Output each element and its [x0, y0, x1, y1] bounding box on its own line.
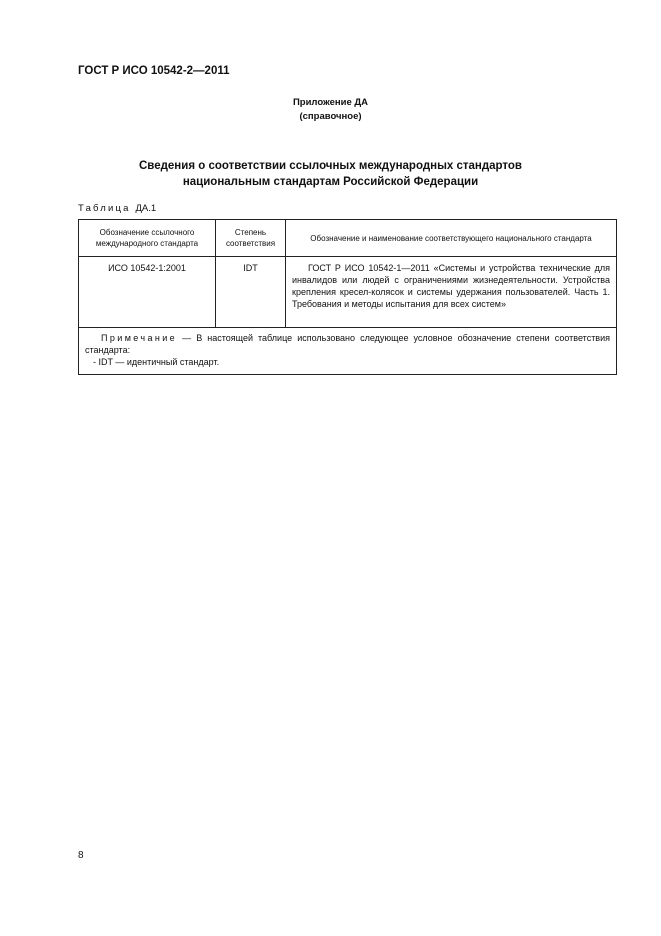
- section-title-line2: национальным стандартам Российской Федерации: [182, 176, 479, 188]
- cell-national-standard: ГОСТ Р ИСО 10542-1—2011 «Системы и устройства технические для инвалидов или людей с ограничениями жизнедеятельности. Устройства крепления кресел-колясок и системы удержания пользователей. Часть 1. Требования и методы испытания для всех систем»: [286, 257, 617, 328]
- table-note-row: [79, 328, 617, 375]
- header-national-standard: Обозначение и наименование соответствующего национального стандарта: [286, 220, 617, 257]
- note-body: — В настоящей таблице использовано следующее условное обозначение степени соответствия стандарта:: [85, 333, 610, 355]
- section-heading: [0, 158, 661, 190]
- table-header-row: [79, 220, 617, 257]
- table-caption-number: ДА.1: [135, 203, 157, 214]
- note-label: Примечание: [101, 333, 178, 343]
- appendix-title: Приложение ДА: [292, 97, 369, 108]
- appendix-heading: [0, 96, 661, 124]
- page-number: 8: [78, 850, 84, 861]
- header-degree: Степень соответствия: [216, 220, 286, 257]
- note-item: - IDT — идентичный стандарт.: [93, 357, 220, 367]
- table-note: [79, 328, 617, 375]
- table-row: [79, 257, 617, 328]
- cell-degree: IDT: [216, 257, 286, 328]
- table-caption: [78, 203, 156, 214]
- correspondence-table: [78, 219, 617, 375]
- document-header-standard: ГОСТ Р ИСО 10542-2—2011: [78, 65, 230, 77]
- header-intl-standard: Обозначение ссылочного международного стандарта: [79, 220, 216, 257]
- cell-intl-standard: ИСО 10542-1:2001: [79, 257, 216, 328]
- table-caption-label: Таблица: [78, 203, 131, 214]
- appendix-subtitle: (справочное): [299, 111, 362, 122]
- section-title-line1: Сведения о соответствии ссылочных международных стандартов: [138, 160, 522, 172]
- note-text: [85, 332, 610, 356]
